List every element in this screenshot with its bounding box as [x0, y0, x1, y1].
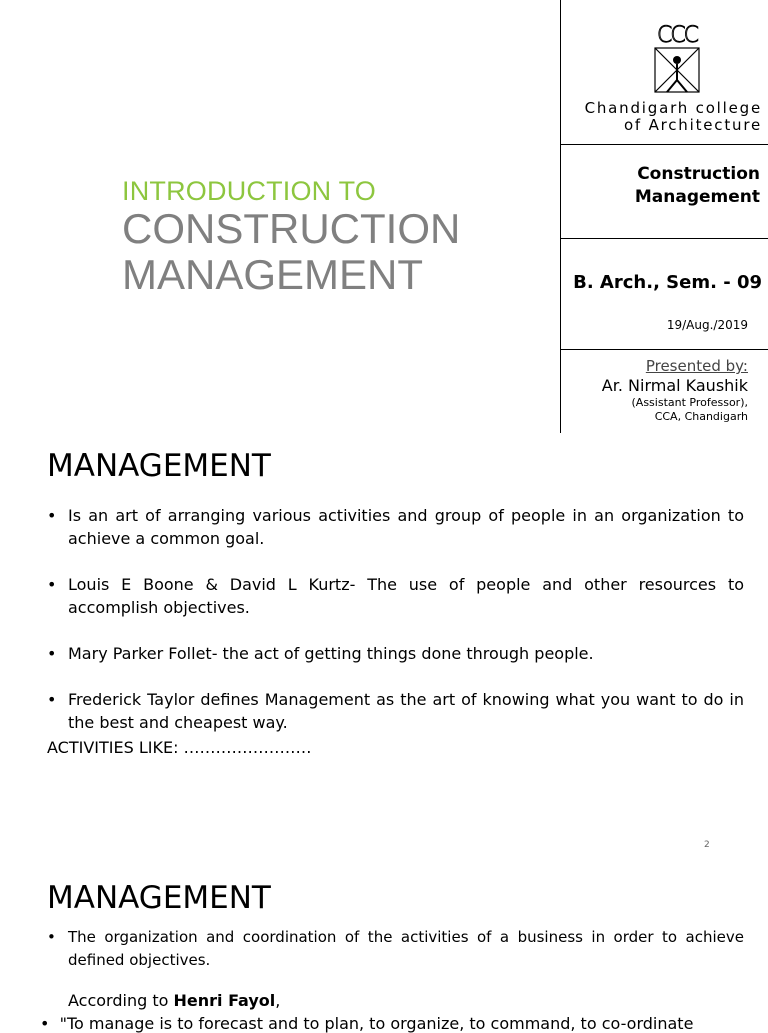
divider-vertical [560, 0, 561, 433]
college-logo [651, 22, 703, 94]
college-name-line-2: of Architecture [623, 116, 762, 134]
list-item-text: The organization and coordination of the activities of a business in order to achieve defined objectives. [68, 928, 744, 969]
fayol-quote: • "To manage is to forecast and to plan, to organize, to command, to co-ordinate [40, 1014, 694, 1033]
slide2-heading: MANAGEMENT [47, 448, 271, 484]
divider-1 [560, 144, 768, 145]
course-title [566, 163, 760, 209]
list-item: • The organization and coordination of the activities of a business in order to achieve defined objectives. [47, 928, 744, 969]
list-item: • Mary Parker Follet- the act of getting things done through people. [47, 644, 594, 663]
presentation-date: 19/Aug./2019 [666, 318, 748, 332]
course-line-1: Construction [637, 164, 760, 184]
according-to-line [68, 991, 280, 1010]
list-item-text: Is an art of arranging various activities and group of people in an organization to achieve a common goal. [68, 506, 744, 548]
page-number: 2 [704, 840, 710, 850]
list-item-text: Frederick Taylor defines Management as the art of knowing what you want to do in the best and cheapest way. [68, 690, 744, 732]
presenter-designation [580, 396, 748, 424]
slide3-heading: MANAGEMENT [47, 880, 271, 916]
list-item-text: Louis E Boone & David L Kurtz- The use of people and other resources to accomplish objectives. [68, 575, 744, 617]
divider-2 [560, 238, 768, 239]
presenter-name: Ar. Nirmal Kaushik [601, 376, 748, 395]
designation-line-2: CCA, Chandigarh [654, 410, 748, 423]
course-line-2: Management [634, 187, 760, 207]
definition-list [47, 504, 744, 734]
according-prefix: According to [68, 991, 174, 1010]
divider-3 [560, 349, 768, 350]
author-name: Henri Fayol [173, 991, 276, 1010]
list-item-text: Mary Parker Follet- the act of getting things done through people. [68, 644, 594, 663]
title-line-2: MANAGEMENT [122, 251, 424, 298]
list-item: • Frederick Taylor defines Management as the art of knowing what you want to do in the best and cheapest way. [47, 690, 744, 732]
list-item: • Louis E Boone & David L Kurtz- The use of people and other resources to accomplish objectives. [47, 575, 744, 617]
list-item: • Is an art of arranging various activities and group of people in an organization to achieve a common goal. [47, 506, 744, 548]
slide-intro-text: INTRODUCTION TO [122, 176, 377, 206]
fayol-quote-text: "To manage is to forecast and to plan, to organize, to command, to co-ordinate [59, 1014, 694, 1033]
designation-line-1: (Assistant Professor), [631, 396, 748, 409]
title-line-1: CONSTRUCTION [122, 205, 461, 252]
activities-line: ACTIVITIES LIKE: …………………… [47, 738, 312, 757]
presented-by-label: Presented by: [645, 357, 748, 375]
college-name [552, 100, 762, 134]
semester-label: B. Arch., Sem. - 09 [573, 272, 762, 293]
according-suffix: , [275, 991, 281, 1010]
slide-title [122, 206, 460, 298]
college-name-line-1: Chandigarh college [584, 99, 762, 117]
svg-text:CCC: CCC [656, 23, 698, 48]
